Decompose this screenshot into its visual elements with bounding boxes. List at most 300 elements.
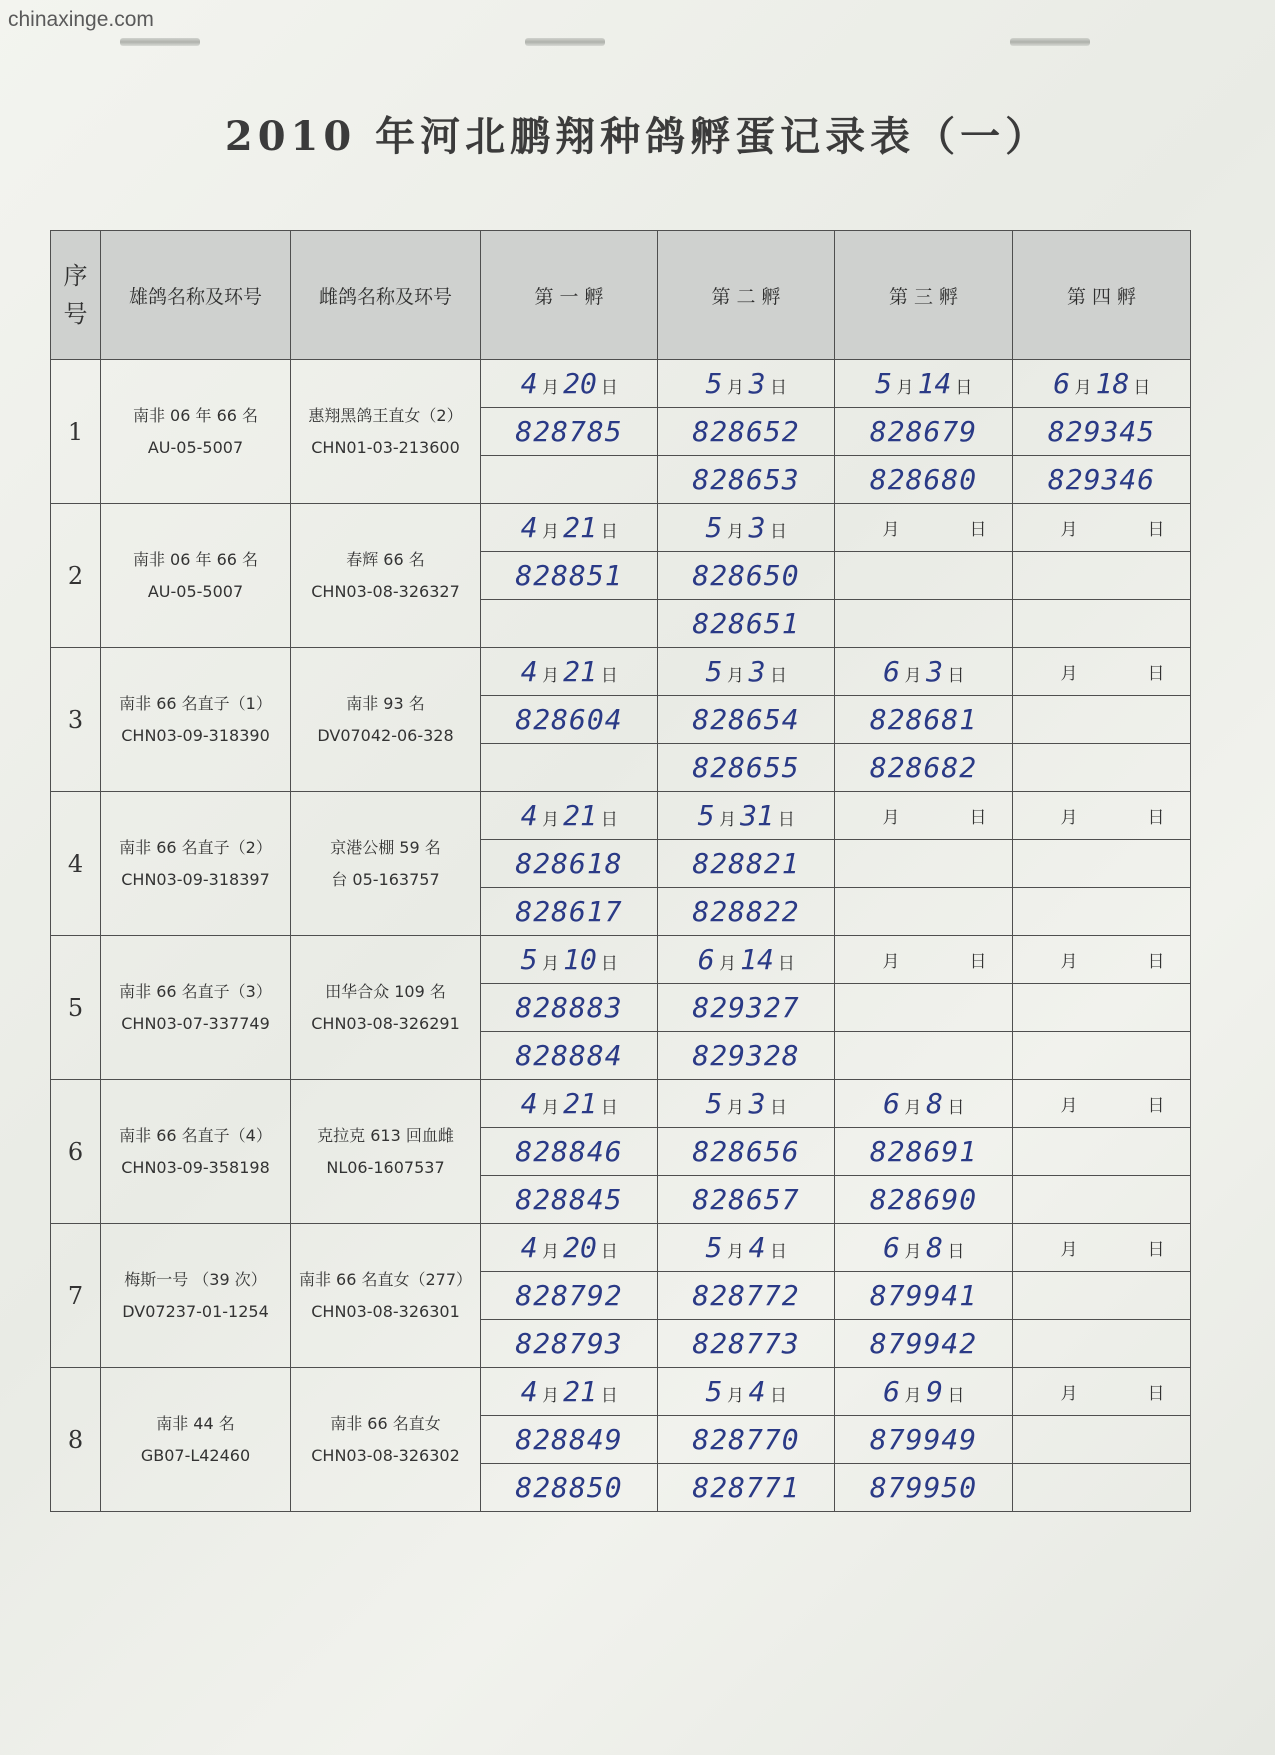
hatch-month: 5 xyxy=(520,943,538,976)
row-seq: 4 xyxy=(51,792,101,936)
female-pigeon-name: 春辉 66 名 xyxy=(346,550,425,570)
month-label: 月 xyxy=(904,1386,922,1406)
female-pigeon-name: 惠翔黑鸽王直女（2） xyxy=(308,406,463,426)
chick-ring-cell xyxy=(481,696,658,744)
chick-ring-number: 828679 xyxy=(869,415,978,448)
hatch-date-cell xyxy=(658,1224,835,1272)
hatch-date xyxy=(875,367,973,400)
hatch-date xyxy=(883,1231,965,1264)
male-pigeon-cell xyxy=(101,792,291,936)
chick-ring-cell xyxy=(835,1464,1013,1512)
male-pigeon-cell xyxy=(101,360,291,504)
chick-ring-cell xyxy=(1013,552,1191,600)
male-pigeon-cell xyxy=(101,936,291,1080)
month-label: 月 xyxy=(904,1242,922,1262)
hatch-date xyxy=(861,803,987,828)
male-pigeon-ring: DV07237-01-1254 xyxy=(122,1301,269,1321)
day-label: 日 xyxy=(600,1242,618,1262)
day-label: 日 xyxy=(600,1098,618,1118)
hatch-date-cell xyxy=(835,1080,1013,1128)
hatch-month: 6 xyxy=(697,943,715,976)
hatch-month: 4 xyxy=(520,1375,538,1408)
chick-ring-cell xyxy=(835,600,1013,648)
male-pigeon-ring: GB07-L42460 xyxy=(140,1445,251,1465)
hatch-month: 5 xyxy=(705,1375,723,1408)
chick-ring-cell xyxy=(658,744,835,792)
row-seq: 5 xyxy=(51,936,101,1080)
chick-ring-number: 828682 xyxy=(869,751,978,784)
chick-ring-number: 828773 xyxy=(692,1327,800,1360)
hatch-date-cell xyxy=(1013,936,1191,984)
hatch-date xyxy=(1053,367,1151,400)
chick-ring-cell xyxy=(658,696,835,744)
day-label: 日 xyxy=(1147,952,1165,972)
hatch-date xyxy=(705,655,787,688)
chick-ring-cell xyxy=(835,408,1013,456)
day-label: 日 xyxy=(600,378,618,398)
male-pigeon-cell xyxy=(101,504,291,648)
hatch-day: 20 xyxy=(563,367,597,400)
female-pigeon-cell xyxy=(291,360,481,504)
chick-ring-number: 828770 xyxy=(692,1423,800,1456)
female-pigeon-name: 田华合众 109 名 xyxy=(325,982,446,1002)
chick-ring-cell xyxy=(1013,984,1191,1032)
day-label: 日 xyxy=(1147,808,1165,828)
day-label: 日 xyxy=(1147,664,1165,684)
day-label: 日 xyxy=(1147,520,1165,540)
chick-ring-cell xyxy=(835,1272,1013,1320)
hatch-date xyxy=(520,511,618,544)
hatch-date-cell xyxy=(835,1224,1013,1272)
female-pigeon-cell xyxy=(291,1224,481,1368)
hatch-date xyxy=(1039,659,1165,684)
day-label: 日 xyxy=(770,1242,787,1262)
day-label: 日 xyxy=(947,1386,965,1406)
hatch-month: 5 xyxy=(705,655,723,688)
chick-ring-cell xyxy=(835,696,1013,744)
chick-ring-cell xyxy=(835,456,1013,504)
chick-ring-number: 828657 xyxy=(692,1183,800,1216)
row-seq: 2 xyxy=(51,504,101,648)
chick-ring-cell xyxy=(481,456,658,504)
chick-ring-cell xyxy=(658,1464,835,1512)
hatch-date-cell xyxy=(481,1224,658,1272)
chick-ring-number: 828883 xyxy=(515,991,623,1024)
female-pigeon-name: 克拉克 613 回血雌 xyxy=(317,1126,454,1146)
chick-ring-number: 828846 xyxy=(515,1135,623,1168)
day-label: 日 xyxy=(969,952,987,972)
day-label: 日 xyxy=(777,810,795,830)
header-hatch-1: 第 一 孵 xyxy=(481,231,658,360)
day-label: 日 xyxy=(770,522,787,542)
hatch-date-cell xyxy=(1013,648,1191,696)
month-label: 月 xyxy=(727,522,744,542)
hatch-month: 5 xyxy=(697,799,715,832)
female-pigeon-ring: DV07042-06-328 xyxy=(317,725,454,745)
day-label: 日 xyxy=(1147,1096,1165,1116)
chick-ring-cell xyxy=(658,840,835,888)
hatch-day: 14 xyxy=(917,367,952,400)
hatch-month: 5 xyxy=(705,1087,723,1120)
hatch-date xyxy=(861,515,987,540)
day-label: 日 xyxy=(600,666,618,686)
chick-ring-number: 828604 xyxy=(515,703,623,736)
female-pigeon-name: 京港公棚 59 名 xyxy=(330,838,441,858)
hatch-date-cell xyxy=(1013,792,1191,840)
month-label: 月 xyxy=(542,1242,560,1262)
month-label: 月 xyxy=(1060,1240,1078,1260)
chick-ring-cell xyxy=(658,1176,835,1224)
female-pigeon-ring: CHN03-08-326291 xyxy=(311,1013,460,1033)
table-row xyxy=(51,1224,1191,1272)
month-label: 月 xyxy=(896,378,914,398)
hatch-day: 9 xyxy=(926,1375,943,1408)
hatch-date-cell xyxy=(835,504,1013,552)
chick-ring-cell xyxy=(481,744,658,792)
chick-ring-cell xyxy=(658,1272,835,1320)
hatch-date-cell xyxy=(658,792,835,840)
hatch-date-cell xyxy=(1013,1368,1191,1416)
chick-ring-cell xyxy=(1013,744,1191,792)
hatch-month: 4 xyxy=(520,1231,538,1264)
hatch-date xyxy=(520,943,618,976)
month-label: 月 xyxy=(882,952,900,972)
hatch-month: 6 xyxy=(1053,367,1071,400)
hatch-date xyxy=(697,943,795,976)
hatch-date xyxy=(861,947,987,972)
chick-ring-cell xyxy=(1013,696,1191,744)
hatch-date-cell xyxy=(658,1368,835,1416)
female-pigeon-ring: CHN03-08-326302 xyxy=(311,1445,460,1465)
table-row xyxy=(51,1368,1191,1416)
hatch-day: 3 xyxy=(926,655,943,688)
table-header-row xyxy=(51,231,1191,360)
day-label: 日 xyxy=(969,808,987,828)
hatching-record-table xyxy=(50,230,1191,1512)
chick-ring-cell xyxy=(481,600,658,648)
day-label: 日 xyxy=(600,810,618,830)
day-label: 日 xyxy=(770,378,787,398)
male-pigeon-ring: CHN03-09-358198 xyxy=(121,1157,270,1177)
hatch-month: 4 xyxy=(520,799,538,832)
hatch-date-cell xyxy=(481,792,658,840)
hatch-date xyxy=(1039,803,1165,828)
chick-ring-cell xyxy=(481,552,658,600)
female-pigeon-name: 南非 66 名直女（277） xyxy=(298,1270,473,1290)
chick-ring-number: 828793 xyxy=(515,1327,623,1360)
table-row xyxy=(51,504,1191,552)
chick-ring-number: 828654 xyxy=(692,703,800,736)
female-pigeon-cell xyxy=(291,1368,481,1512)
chick-ring-number: 879949 xyxy=(869,1423,978,1456)
female-pigeon-name: 南非 93 名 xyxy=(346,694,425,714)
male-pigeon-name: 南非 44 名 xyxy=(156,1414,235,1434)
hatch-month: 5 xyxy=(705,511,723,544)
chick-ring-cell xyxy=(658,600,835,648)
hatch-day: 31 xyxy=(740,799,774,832)
hatch-date xyxy=(1039,1379,1165,1404)
day-label: 日 xyxy=(1133,378,1151,398)
chick-ring-cell xyxy=(658,888,835,936)
chick-ring-number: 879941 xyxy=(869,1279,978,1312)
hatch-day: 20 xyxy=(563,1231,597,1264)
month-label: 月 xyxy=(727,1242,744,1262)
day-label: 日 xyxy=(600,954,618,974)
chick-ring-number: 828845 xyxy=(515,1183,623,1216)
chick-ring-number: 828655 xyxy=(692,751,800,784)
hatch-date-cell xyxy=(1013,1080,1191,1128)
hatch-month: 4 xyxy=(520,1087,538,1120)
month-label: 月 xyxy=(727,666,744,686)
hatch-date-cell xyxy=(835,792,1013,840)
hatch-month: 5 xyxy=(875,367,893,400)
chick-ring-cell xyxy=(481,1320,658,1368)
hatch-date-cell xyxy=(481,648,658,696)
month-label: 月 xyxy=(1060,1096,1078,1116)
hatch-date xyxy=(883,1375,965,1408)
hatch-day: 8 xyxy=(926,1231,943,1264)
hatch-month: 5 xyxy=(705,1231,723,1264)
chick-ring-cell xyxy=(658,984,835,1032)
hatch-date xyxy=(1039,947,1165,972)
day-label: 日 xyxy=(600,522,618,542)
male-pigeon-cell xyxy=(101,1080,291,1224)
chick-ring-number: 828822 xyxy=(692,895,800,928)
chick-ring-cell xyxy=(1013,1320,1191,1368)
month-label: 月 xyxy=(727,1098,744,1118)
hatch-date xyxy=(883,655,965,688)
male-pigeon-name: 南非 66 名直子（3） xyxy=(119,982,272,1002)
month-label: 月 xyxy=(542,954,560,974)
hatch-date xyxy=(520,1087,618,1120)
month-label: 月 xyxy=(542,1098,560,1118)
hatch-day: 21 xyxy=(563,1087,597,1120)
female-pigeon-cell xyxy=(291,504,481,648)
page-title: 2010 年河北鹏翔种鸽孵蛋记录表（一） xyxy=(224,113,1051,160)
chick-ring-number: 829328 xyxy=(692,1039,800,1072)
hatch-day: 21 xyxy=(563,511,597,544)
hatch-day: 3 xyxy=(748,367,766,400)
staple-mark xyxy=(120,38,200,46)
chick-ring-cell xyxy=(835,888,1013,936)
chick-ring-cell xyxy=(481,840,658,888)
row-seq: 7 xyxy=(51,1224,101,1368)
hatch-day: 14 xyxy=(740,943,774,976)
male-pigeon-name: 南非 06 年 66 名 xyxy=(132,406,259,426)
hatch-date-cell xyxy=(658,1080,835,1128)
day-label: 日 xyxy=(947,1242,965,1262)
chick-ring-number: 828771 xyxy=(692,1471,800,1504)
month-label: 月 xyxy=(542,666,560,686)
chick-ring-number: 828884 xyxy=(515,1039,623,1072)
chick-ring-cell xyxy=(481,984,658,1032)
chick-ring-number: 828617 xyxy=(515,895,623,928)
table-row xyxy=(51,1080,1191,1128)
header-male: 雄鸽名称及环号 xyxy=(101,231,291,360)
chick-ring-number: 828651 xyxy=(692,607,800,640)
chick-ring-number: 828618 xyxy=(515,847,623,880)
male-pigeon-name: 梅斯一号 （39 次） xyxy=(124,1270,267,1290)
row-seq: 1 xyxy=(51,360,101,504)
male-pigeon-cell xyxy=(101,648,291,792)
chick-ring-number: 828691 xyxy=(869,1135,978,1168)
chick-ring-cell xyxy=(481,1176,658,1224)
chick-ring-cell xyxy=(835,744,1013,792)
female-pigeon-ring: 台 05-163757 xyxy=(331,869,440,889)
chick-ring-cell xyxy=(658,456,835,504)
row-seq: 6 xyxy=(51,1080,101,1224)
month-label: 月 xyxy=(1074,378,1092,398)
female-pigeon-cell xyxy=(291,792,481,936)
male-pigeon-ring: AU-05-5007 xyxy=(147,581,244,601)
male-pigeon-name: 南非 66 名直子（4） xyxy=(119,1126,272,1146)
chick-ring-number: 828851 xyxy=(515,559,623,592)
staple-mark xyxy=(1010,38,1090,46)
day-label: 日 xyxy=(1147,1240,1165,1260)
hatch-day: 3 xyxy=(748,511,766,544)
chick-ring-cell xyxy=(1013,456,1191,504)
hatch-day: 10 xyxy=(563,943,597,976)
male-pigeon-name: 南非 06 年 66 名 xyxy=(132,550,259,570)
hatch-date-cell xyxy=(835,360,1013,408)
hatch-day: 3 xyxy=(748,655,766,688)
chick-ring-cell xyxy=(1013,600,1191,648)
male-pigeon-cell xyxy=(101,1368,291,1512)
female-pigeon-ring: CHN03-08-326327 xyxy=(311,581,460,601)
hatch-date xyxy=(520,1231,618,1264)
chick-ring-number: 828650 xyxy=(692,559,800,592)
chick-ring-cell xyxy=(1013,1176,1191,1224)
month-label: 月 xyxy=(904,666,922,686)
chick-ring-cell xyxy=(1013,888,1191,936)
hatch-date xyxy=(705,1375,787,1408)
chick-ring-number: 828656 xyxy=(692,1135,800,1168)
row-seq: 3 xyxy=(51,648,101,792)
chick-ring-cell xyxy=(1013,1032,1191,1080)
hatch-day: 21 xyxy=(563,1375,597,1408)
chick-ring-number: 828785 xyxy=(515,415,623,448)
hatch-date xyxy=(883,1087,965,1120)
day-label: 日 xyxy=(770,1386,787,1406)
chick-ring-number: 828821 xyxy=(692,847,800,880)
month-label: 月 xyxy=(719,810,737,830)
chick-ring-number: 828652 xyxy=(692,415,800,448)
hatch-date xyxy=(705,1087,787,1120)
month-label: 月 xyxy=(1060,1384,1078,1404)
chick-ring-cell xyxy=(1013,1416,1191,1464)
female-pigeon-name: 南非 66 名直女 xyxy=(330,1414,441,1434)
hatch-date-cell xyxy=(1013,1224,1191,1272)
hatch-date xyxy=(1039,515,1165,540)
chick-ring-cell xyxy=(481,1464,658,1512)
hatch-day: 21 xyxy=(563,655,597,688)
table-row xyxy=(51,360,1191,408)
month-label: 月 xyxy=(727,1386,744,1406)
chick-ring-cell xyxy=(835,552,1013,600)
hatch-date xyxy=(697,799,795,832)
hatch-day: 21 xyxy=(563,799,597,832)
hatch-date-cell xyxy=(481,504,658,552)
staple-mark xyxy=(525,38,605,46)
hatch-date-cell xyxy=(658,936,835,984)
day-label: 日 xyxy=(969,520,987,540)
month-label: 月 xyxy=(542,1386,560,1406)
chick-ring-number: 828690 xyxy=(869,1183,978,1216)
chick-ring-cell xyxy=(835,840,1013,888)
header-hatch-3: 第 三 孵 xyxy=(835,231,1013,360)
chick-ring-cell xyxy=(481,408,658,456)
chick-ring-number: 879942 xyxy=(869,1327,978,1360)
day-label: 日 xyxy=(777,954,795,974)
chick-ring-number: 879950 xyxy=(869,1471,978,1504)
male-pigeon-ring: AU-05-5007 xyxy=(147,437,244,457)
chick-ring-cell xyxy=(835,984,1013,1032)
hatch-month: 6 xyxy=(883,1231,900,1264)
chick-ring-number: 829345 xyxy=(1047,415,1156,448)
header-hatch-2: 第 二 孵 xyxy=(658,231,835,360)
hatch-date-cell xyxy=(481,1080,658,1128)
month-label: 月 xyxy=(1060,808,1078,828)
chick-ring-number: 829346 xyxy=(1047,463,1156,496)
chick-ring-cell xyxy=(1013,1128,1191,1176)
chick-ring-cell xyxy=(658,1128,835,1176)
chick-ring-cell xyxy=(658,1416,835,1464)
hatch-date xyxy=(705,367,787,400)
chick-ring-cell xyxy=(481,888,658,936)
hatch-month: 6 xyxy=(883,1087,900,1120)
male-pigeon-name: 南非 66 名直子（2） xyxy=(119,838,272,858)
hatch-date-cell xyxy=(835,648,1013,696)
male-pigeon-cell xyxy=(101,1224,291,1368)
hatch-date-cell xyxy=(835,936,1013,984)
female-pigeon-ring: CHN01-03-213600 xyxy=(311,437,460,457)
chick-ring-number: 829327 xyxy=(692,991,800,1024)
chick-ring-cell xyxy=(835,1176,1013,1224)
day-label: 日 xyxy=(1147,1384,1165,1404)
hatch-day: 18 xyxy=(1095,367,1130,400)
month-label: 月 xyxy=(542,378,560,398)
hatch-date-cell xyxy=(481,360,658,408)
chick-ring-cell xyxy=(658,408,835,456)
male-pigeon-ring: CHN03-07-337749 xyxy=(121,1013,270,1033)
chick-ring-number: 828772 xyxy=(692,1279,800,1312)
header-seq: 序号 xyxy=(51,231,101,360)
chick-ring-cell xyxy=(835,1320,1013,1368)
table-body xyxy=(51,360,1191,1512)
table-row xyxy=(51,648,1191,696)
female-pigeon-cell xyxy=(291,648,481,792)
watermark: chinaxinge.com xyxy=(8,8,154,31)
hatch-date-cell xyxy=(658,504,835,552)
hatch-day: 4 xyxy=(748,1231,766,1264)
hatch-date xyxy=(520,799,618,832)
day-label: 日 xyxy=(600,1386,618,1406)
chick-ring-number: 828680 xyxy=(869,463,978,496)
month-label: 月 xyxy=(719,954,737,974)
chick-ring-number: 828792 xyxy=(515,1279,623,1312)
hatch-day: 4 xyxy=(748,1375,766,1408)
hatch-month: 4 xyxy=(520,655,538,688)
month-label: 月 xyxy=(727,378,744,398)
hatch-date xyxy=(705,1231,787,1264)
day-label: 日 xyxy=(947,1098,965,1118)
chick-ring-cell xyxy=(835,1416,1013,1464)
month-label: 月 xyxy=(904,1098,922,1118)
chick-ring-cell xyxy=(1013,408,1191,456)
chick-ring-cell xyxy=(481,1032,658,1080)
female-pigeon-ring: CHN03-08-326301 xyxy=(311,1301,460,1321)
chick-ring-cell xyxy=(658,1032,835,1080)
